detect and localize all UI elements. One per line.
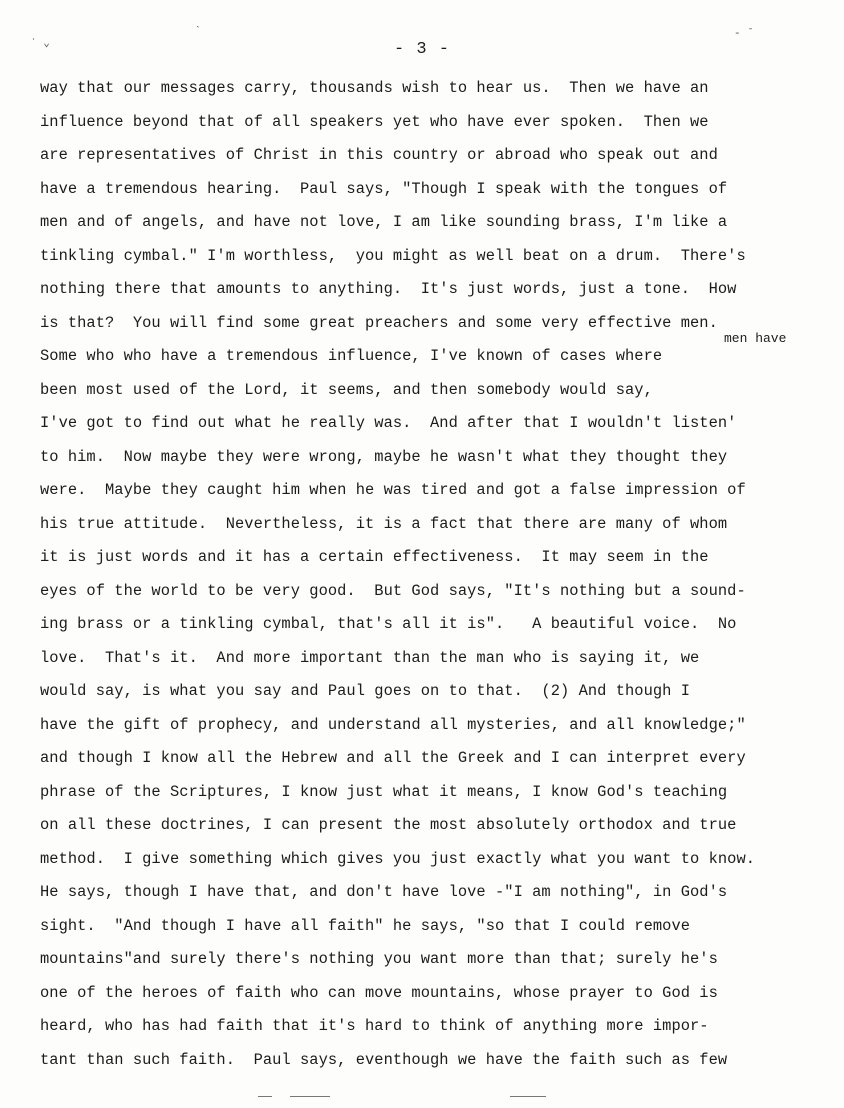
text-line: tinkling cymbal." I'm worthless, you might as well beat on a drum. There's bbox=[40, 246, 746, 265]
margin-mark: ʾ ⌄ bbox=[30, 38, 50, 50]
text-line: love. That's it. And more important than the man who is saying it, we bbox=[40, 648, 700, 667]
text-line: would say, is what you say and Paul goes on to that. (2) And though I bbox=[40, 682, 691, 700]
margin-mark: - ˉ bbox=[734, 28, 754, 40]
text-line: his true attitude. Nevertheless, it is a fact that there are many of whom bbox=[40, 514, 728, 533]
text-line: He says, though I have that, and don't have love -"I am nothing", in God's bbox=[40, 883, 728, 901]
scan-speck bbox=[258, 1096, 272, 1097]
text-line: and though I know all the Hebrew and all the Greek and I can interpret every bbox=[40, 749, 746, 767]
text-line: phrase of the Scriptures, I know just what it means, I know God's teaching bbox=[40, 782, 728, 801]
text-line: men and of angels, and have not love, I am like sounding brass, I'm like a bbox=[40, 213, 728, 231]
text-line: on all these doctrines, I can present the most absolutely orthodox and true bbox=[40, 816, 737, 834]
text-line: influence beyond that of all speakers yet who have ever spoken. Then we bbox=[40, 112, 709, 131]
text-line: been most used of the Lord, it seems, and then somebody would say, bbox=[40, 380, 653, 399]
scan-speck bbox=[290, 1096, 330, 1097]
text-line: have the gift of prophecy, and understand all mysteries, and all knowledge;" bbox=[40, 715, 746, 734]
text-line: one of the heroes of faith who can move mountains, whose prayer to God is bbox=[40, 983, 718, 1002]
text-line: mountains"and surely there's nothing you want more than that; surely he's bbox=[40, 950, 718, 968]
page-number: - 3 - bbox=[393, 40, 450, 59]
text-line: ing brass or a tinkling cymbal, that's all it is". A beautiful voice. No bbox=[40, 615, 737, 633]
text-line: it is just words and it has a certain effectiveness. It may seem in the bbox=[40, 548, 709, 566]
text-line: is that? You will find some great preachers and some very effective men. bbox=[40, 313, 718, 332]
text-line: have a tremendous hearing. Paul says, "Though I speak with the tongues of bbox=[40, 179, 728, 198]
text-line: are representatives of Christ in this country or abroad who speak out and bbox=[40, 146, 718, 164]
scan-speck bbox=[510, 1096, 546, 1097]
text-line: eyes of the world to be very good. But God says, "It's nothing but a sound- bbox=[40, 581, 746, 600]
text-line: method. I give something which gives you just exactly what you want to know. bbox=[40, 849, 756, 868]
text-line: I've got to find out what he really was. And after that I wouldn't listen' bbox=[40, 414, 737, 432]
margin-mark: ˋ bbox=[195, 26, 202, 38]
text-line: sight. "And though I have all faith" he says, "so that I could remove bbox=[40, 916, 691, 935]
text-line: Some who who have a tremendous influence, I've known of cases where bbox=[40, 347, 663, 365]
text-line: were. Maybe they caught him when he was tired and got a false impression of bbox=[40, 481, 746, 499]
body-text bbox=[40, 74, 830, 1079]
scan-specks bbox=[0, 1096, 844, 1108]
text-line: nothing there that amounts to anything. It's just words, just a tone. How bbox=[40, 280, 737, 298]
text-line: heard, who has had faith that it's hard to think of anything more impor- bbox=[40, 1017, 709, 1035]
text-line: way that our messages carry, thousands wish to hear us. Then we have an bbox=[40, 79, 709, 97]
text-line: tant than such faith. Paul says, eventhough we have the faith such as few bbox=[40, 1050, 728, 1069]
interlinear-insertion: men have bbox=[724, 331, 787, 346]
text-line: to him. Now maybe they were wrong, maybe he wasn't what they thought they bbox=[40, 447, 728, 466]
